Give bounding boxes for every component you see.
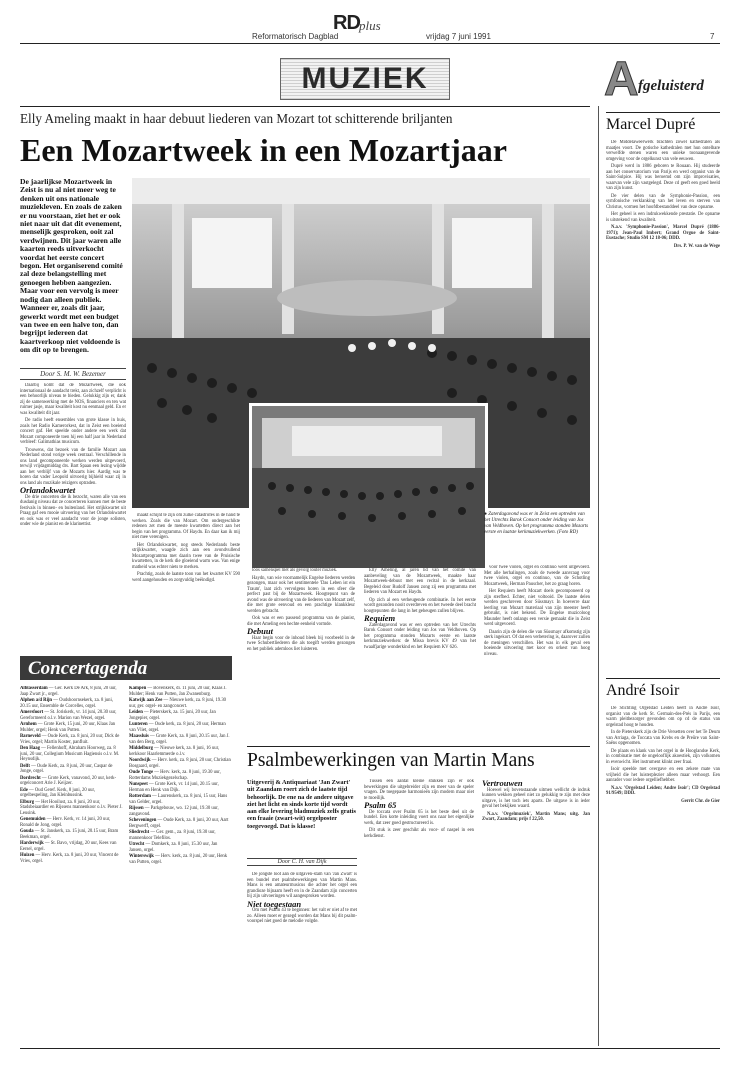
paragraph: Elly Ameling, al jaren lid van het comité van aanbeveling van de Mozartweek, maakte haar Mozartweek-debuut met een recital in de kerkzaal. Begeleid door Rudolf Jansen zong zij een programma met liederen van Mozart en Haydn.	[364, 568, 476, 595]
dupre-headline: Marcel Dupré	[606, 116, 696, 133]
dupre-review	[606, 140, 720, 660]
agenda-details: Nieuwe kerk, za. 8 juni, 16 uur, kerkkoor Haarlemmerde o.l.v.	[129, 746, 220, 757]
agenda-place: Scheveningen	[129, 818, 157, 823]
paragraph: De toccata over Psalm 65 is het beste deel uit de bundel. Een korte inleiding voert ons naar het eigenlijke werk, dat zeer goed gestructureerd is.	[364, 809, 474, 826]
agenda-entry: Rotterdam — Laurenskerk, za. 8 juni, 15 uur, Hans van Gelder, orgel.	[129, 794, 228, 805]
agenda-entry: Den Haag — Fellenhoff, Abraham Hoorweg, za. 8 juni, 20 uur, Collegium Musicum Hagiensis o.l.v. M. Heynsdijk.	[20, 746, 120, 762]
agenda-details: Herv. Kerk, vr. 14 juni, 20 uur, Ronald de Jong, orgel.	[20, 817, 111, 828]
psalm-column-2	[364, 779, 474, 1044]
agenda-entry: Gouda — St. Janskerk, za. 15 juni, 20.15 uur, Bram Beekman, orgel.	[20, 829, 119, 840]
isoir-top-rule	[606, 678, 720, 679]
dupre-credit: N.a.v. 'Symphonie-Passion', Marcel Dupré (1886-1971); Jean-Paul Imbert; Grand Orgue de Saint-Eustache; Studio SM 12 18-06; DDD.	[606, 225, 720, 241]
agenda-details: Oud Geref. Kerk, 8 juni, 20 uur, orgelbespeling, Jan Kleinbussink.	[20, 787, 96, 798]
paragraph: Het Requiem heeft Mozart doels gecomponeerd op zijn sterfbed. Echter, niet voltooid. De laatste delen werden geschreven door Süssmayr. In hoeverre daar leerling van Mozart materiaal van zijn meester heeft gebruikt, is niet bekend. De Engelse muzicoloog Maunder heeft onlangs een versie gemaakt die in Zeist werd uitgevoerd.	[484, 589, 590, 627]
agenda-entry: Maassluis — Grote Kerk, za. 8 juni, 20.15 uur, Jan J. van den Berg, orgel.	[129, 734, 230, 745]
masthead	[20, 12, 720, 44]
concertagenda-header	[20, 656, 232, 680]
afgeluisterd-logo	[600, 53, 720, 106]
agenda-details: Het Hooilust, za. 8 juni, 20 uur, Stadsbeiaardier en Rijssens mannenkoor o.l.v. Pieter J. Leusink.	[20, 799, 123, 816]
agenda-entry: Lunteren — Oude kerk, za. 8 juni, 20 uur, Herman van Vliet, orgel.	[129, 722, 226, 733]
agenda-entry: Noordwijk — Herv. kerk, za. 8 juni, 20 uur, Christian Bosgaard, orgel.	[129, 758, 231, 769]
psalm-column-3	[482, 779, 590, 1044]
agenda-place: Noordwijk	[129, 758, 151, 763]
dupre-byline: Drs. P. W. van de Wege	[673, 243, 720, 249]
agenda-place: Dordrecht	[20, 775, 41, 781]
concertagenda-title: Concertagenda	[28, 658, 148, 679]
photo-caption-text: Zaterdagavond was er in Zeist een optreden van het Utrechts Barok Consort onder leiding van Jos van Veldhoven. Op het programma stonden Mozarts eerste en laatste kerkmuziekwerken.	[484, 512, 589, 535]
paragraph: Trouwens, dat bezoek van de familie Mozart aan Nederland stond vorige week centraal. Verschillende in ons land gecomponeerde werken werden uitgevoerd, terwijl vrijdagmiddag drs. Bart Spaan een lezing wijdde aan het verblijf van de Mozarts hier. Aardig was te horen dat vader Leopold uitvoerig bijhield waar zij in ons land als muzikale reizigers optraden.	[20, 447, 126, 486]
agenda-entry: Amersfoort — St. Joriskerk, vr. 14 juni, 20.30 uur, Gereformeerd o.l.v. Marion van Wezel, orgel.	[20, 710, 117, 721]
agenda-place: Utrecht	[129, 842, 145, 847]
agenda-details: Herv. Kerk, za. 8 juni, 20 uur, Vincent de Vries, orgel.	[20, 853, 119, 864]
agenda-entry: Nunspeet — Grote Kerk, vr. 14 juni, 20.15 uur, Herman en Henk van Dijk.	[129, 782, 219, 793]
agenda-place: Lunteren	[129, 722, 148, 727]
paragraph: De plaats en klank van het orgel in de Hooglandse Kerk, in combinatie met de ongelooflijk akoestiek, zijn volkomen in evenwicht. Het instrument klinkt zeer fraai.	[606, 748, 720, 765]
article-column-1	[20, 383, 126, 653]
article-kicker: Elly Ameling maakt in haar debuut liederen van Mozart tot schitterende briljanten	[20, 111, 453, 126]
agenda-place: Maassluis	[129, 734, 149, 739]
agenda-details: Laurenskerk, za. 8 juni, 15 uur, Hans van Gelder, orgel.	[129, 794, 228, 805]
agenda-entry: Arnhem — Grote Kerk, 15 juni, 20 uur, Klaas Jan Mulder, orgel; Henk van Putten.	[20, 722, 116, 733]
dupre-top-rule	[606, 112, 720, 113]
paragraph: De jongste loot aan de uitgaven-stam van 'Jan Zwart' is een bundel met psalmbewerkingen van Martin Mans. Mans is een amateurmusicus die achter het orgel een grandioze bijnaam heeft en in de Zaandam zijn concerten bij zijn uitvoeringen wil aangesproken worden.	[247, 872, 357, 899]
rd-logo-letters: RD	[333, 12, 360, 34]
page-number: 7	[710, 32, 715, 41]
concertagenda-list	[20, 686, 232, 1046]
afgeluisterd-label: fgeluisterd	[638, 78, 704, 94]
agenda-place: Rotterdam	[129, 794, 151, 799]
subheading: Debuut	[247, 626, 273, 636]
rd-logo	[333, 12, 393, 36]
photo-caption	[484, 512, 590, 536]
concertagenda-entries	[20, 686, 232, 866]
agenda-place: Rijssen	[129, 806, 144, 811]
agenda-details: Ger. Kerk De Ark, 8 juni, 20 uur, Jaap Zwart jr., orgel.	[20, 686, 117, 697]
paper-name: Reformatorisch Dagblad	[252, 32, 339, 41]
agenda-details: Pieterskerk, za. 15 juni, 20 uur, Jan Jongepier, orgel.	[129, 710, 216, 721]
paragraph: Haar begin voor de inhoud bleek bij voorbeeld in de twee Schubertliederen die als toegift werden gezongen en het publiek ademloos liet luisteren.	[247, 635, 355, 652]
agenda-details: Oude Kerk, za. 8 juni, 20 uur, Caspar de Jonge, orgel.	[20, 763, 113, 774]
paragraph: Haydn, van wie voornamelijk Engelse liederen werden gezongen, maar ook het sentimentele 'Das Leben ist ein Traum', laat zich vervolgens horen in een sfeer die perfect past bij de Mozartweek. Hoogtepunt van de avond was de uitvoering van de liederen van Mozart zelf, die met grote eenvoud en een prachtige klankkleur werden gebracht.	[247, 575, 355, 614]
paragraph: Prachtig, zoals de laatste toon van het kwartet KV 590 werd aangehouden en zorgvuldig beëindigd.	[132, 572, 240, 583]
agenda-details: Herv. kerk, za. 8 juni, 20 uur, Christian Bosgaard, orgel.	[129, 758, 231, 769]
paragraph: De radio heeft ensembles van grote klasse in huis, zoals het Radio Kamerorkest, dat in Zeist een boeiend concert gaf. Het speelde onder andere een werk dat Mozart componeerde toen hij een half jaar in Nederland verbleef: Galimathias musicum.	[20, 418, 126, 445]
agenda-details: Domkerk, za. 8 juni, 15.30 uur, Jan Jansen, orgel.	[129, 842, 218, 853]
isoir-credit: N.a.v. 'Orgelstad Leiden; Andre Isoir'; CD Orgelstad 91/9549; DDD.	[606, 785, 720, 796]
paragraph: De Middelaweerwerk brachten zowel kathedralen als maatjes voort. De gotische kathedralen met hun ontelbare verwelfde stenen waren een unieke toonaangevende omgeving voor de orgelkunst van vele eeuwen.	[606, 140, 720, 162]
agenda-entry: Huizen — Herv. Kerk, za. 8 juni, 20 uur, Vincent de Vries, orgel.	[20, 853, 119, 864]
agenda-place: Amersfoort	[20, 710, 44, 715]
agenda-place: Elburg	[20, 799, 35, 805]
agenda-entry: Utrecht — Domkerk, za. 8 juni, 15.30 uur, Jan Jansen, orgel.	[129, 842, 218, 853]
isoir-review	[606, 706, 720, 1046]
agenda-place: Alblasserdam	[20, 686, 48, 691]
section-title: MUZIEK	[301, 62, 429, 95]
paragraph: In de Pieterskerk zijn de Drie Versetten over het Te Deum van Arriaga, de Toccata van Krebs en de Preûre van Saint-Saëns opgenomen.	[606, 730, 720, 746]
paragraph: Zaterdagavond was er een optreden van het Utrechts Barok Consort onder leiding van Jos van Veldhoven. Op het programma stonden Mozarts eerste en laatste kerkmuziekwerken: de Missa brevis KV 49 van het twaalfjarige wonderkind en het Requiem KV 626.	[364, 622, 476, 650]
agenda-place: Harderwijk	[20, 841, 44, 846]
subheading: Requiem	[364, 613, 396, 623]
agenda-place: Huizen	[20, 853, 35, 858]
paragraph: Op zich al een verheugende combinatie. In het eerste wordt gezonden nooit overdreven en het tweede deel bracht hoogtepunten die lang in het geheugen zullen blijven.	[364, 597, 476, 614]
paragraph: Het Orlandokwartet, nog steeds Nederlands beste strijkkwartet, waagde zich aan een avondvullend Mozartprogramma met daarin twee van de Pruisische kwartetten, in de kerk die gloeiend warm was. Van enige matheid was echter niets te merken.	[132, 542, 240, 570]
article-byline: Door S. M. W. Bezemer	[20, 368, 126, 380]
agenda-details: Fellenhoff, Abraham Hoorweg, za. 8 juni, 20 uur, Collegium Musicum Hagiensis o.l.v. M. Heynsdijk.	[20, 746, 120, 762]
paragraph: voor twee violen, orgel en continuo werd uitgevoerd. Met alle herhalingen, zoals de tweede aanvraag voor twee violen, orgel en continuo, van de Schotling Mozartweek, Herman Pauscher, het zo graag horen.	[484, 565, 590, 587]
agenda-details: Oude Kerk, za. 8 juni, 20 uur, Aart Bergwerff, orgel.	[129, 818, 229, 829]
agenda-entry: Alphen a/d Rijn — Oudshoornsekerk, za. 8 juni, 20.15 uur, Ensemble de Corcelles, orgel.	[20, 698, 113, 709]
issue-date: vrijdag 7 juni 1991	[426, 32, 491, 41]
agenda-details: St. Bavo, vrijdag, 20 uur, Kees van Eersel, orgel.	[20, 841, 117, 852]
agenda-place: Barneveld	[20, 734, 41, 739]
agenda-details: Ger. gem., za. 8 juni, 19.30 uur, mannenkoor Telefilos.	[129, 830, 216, 841]
section-banner	[280, 58, 450, 100]
article-column-2	[132, 513, 240, 653]
caption-bullet-icon: ●	[484, 512, 489, 517]
psalm-byline: Door C. H. van Dijk	[247, 858, 357, 866]
article-column-4	[364, 568, 476, 653]
agenda-place: Genemuiden	[20, 817, 46, 822]
agenda-entry: Kampen — Bovenkerk, di. 11 juni, 20 uur, Klaas J. Mulder; Henk van Putten, Jan Zwanenburg.	[129, 686, 227, 697]
agenda-entry: Rijssen — Parkgebouw, wo. 12 juni, 19.30 uur, zangavond.	[129, 806, 219, 817]
agenda-place: Alphen a/d Rijn	[20, 698, 53, 703]
article-column-3	[247, 568, 355, 653]
paragraph: Het geheel is een indrukwekkende prestatie. De opname is uitstekend van kwaliteit.	[606, 212, 720, 223]
paragraph: Isoir speelde met overgave en een zekere mate van vrijheid die het luisterplezier alleen maar verhoogt. Een aanrader voor iedere orgelliefhebber.	[606, 767, 720, 783]
agenda-details: Oude kerk, za. 8 juni, 20 uur, Herman van Vliet, orgel.	[129, 722, 226, 733]
agenda-details: Herv. kerk, za. 8 juni, 19.30 uur, Rotterdams Muziekgezelschap.	[129, 770, 221, 781]
agenda-entry: Katwijk aan Zee — Nieuwe kerk, za. 8 juni, 19.30 uur, ger. orgel- en zangconcert.	[129, 698, 227, 709]
isoir-headline: André Isoir	[606, 682, 680, 699]
article-lead: De jaarlijkse Mozartweek in Zeist is nu al niet meer weg te denken uit ons nationale muziekleven. En zoals de zaken er nu voorstaan, ziet het er ook niet naar uit dat dit evenement, menselijk gesproken, ooit zal verdwijnen. Dit jaar waren alle kaarten reeds uitverkocht voordat het eerste concert begon. Het organiserend comité zal deze belangstelling met genoegen hebben aangezien. Maar voor een vervolg is meer nodig dan alleen publiek. Wanneer er, zoals dit jaar, gewerkt wordt met een budget van twee en een halve ton, dan begrijpt iedereen dat kaartverkoop niet voldoende is om dit op te brengen.	[20, 177, 123, 355]
agenda-details: Grote Kerk, 15 juni, 20 uur, Klaas Jan Mulder, orgel; Henk van Putten.	[20, 722, 116, 733]
agenda-entry: Leiden — Pieterskerk, za. 15 juni, 20 uur, Jan Jongepier, orgel.	[129, 710, 216, 721]
subheading: Psalm 65	[364, 800, 397, 810]
inset-photo	[249, 403, 488, 571]
paragraph: N.a.v. 'Orgelmuziek', Martin Mans; uitg. Jan Zwart, Zaandam; prijs f 22,50.	[482, 811, 590, 822]
page-bottom-rule	[20, 1048, 720, 1049]
agenda-entry: Delft — Oude Kerk, za. 8 juni, 20 uur, Caspar de Jonge, orgel.	[20, 763, 113, 774]
subheading: Vertrouwen	[482, 779, 523, 788]
agenda-place: Sliedrecht	[129, 830, 150, 835]
agenda-place: Winterswijk	[129, 854, 154, 859]
agenda-place: Den Haag	[20, 746, 40, 751]
paragraph: De drie concerten die ik bezocht, waren alle van een dusdanig niveau dat ze concerteren kunnen met de beste festivals in binnen- en buitenland. Het strijkkwartet uit Praag gaf een mooie uitvoering van het Orlandokwartet en ook was er veel aandacht voor de jonge solisten, onder wie de pianist en de klarinettist.	[20, 494, 126, 527]
agenda-entry: Winterswijk — Herv. kerk, za. 8 juni, 20 uur, Henk van Putten, orgel.	[129, 854, 228, 865]
psalm-headline: Psalmbewerkingen van Martin Mans	[247, 750, 535, 771]
rd-logo-plus: plus	[359, 18, 381, 33]
agenda-place: Gouda	[20, 829, 34, 834]
agenda-entry: Oude Tonge — Herv. kerk, za. 8 juni, 19.30 uur, Rotterdams Muziekgezelschap.	[129, 770, 221, 781]
paragraph: Dupré werd in 1886 geboren te Rouaan. Hij studeerde aan het conservatorium van Parijs en werd organist van de Saint-Sulpice. Hij was beroemd om zijn improvisaties, waarvan vele zijn vastgelegd. Deze cd geeft een goed beeld van zijn kunst.	[606, 164, 720, 191]
paragraph: loos samenspel met als gevolg louter muziek.	[252, 568, 338, 573]
paragraph: Hoewel wij bovenstaande uitmen wellicht de indruk kunnen wekken geheel niet zo gelukkig te zijn met deze uitgave, is het toch iets aparts. De uitgave is in ieder geval het bekijken waard.	[482, 787, 590, 809]
agenda-entry: Sliedrecht — Ger. gem., za. 8 juni, 19.30 uur, mannenkoor Telefilos.	[129, 830, 216, 841]
agenda-place: Delft	[20, 763, 30, 769]
agenda-details: Bovenkerk, di. 11 juni, 20 uur, Klaas J. Mulder; Henk van Putten, Jan Zwanenburg.	[129, 686, 227, 697]
psalm-lead: Uitgeverij & Antiquariaat 'Jan Zwart' uit Zaandam roert zich de laatste tijd behoorlijk. De ene na de andere uitgave ziet het licht en sinds korte tijd wordt aan elke levering bladmuziek zelfs gratis een fraaie (zwart-wit) orgelposter toegevoegd. Dat is klasse!	[247, 779, 356, 830]
agenda-place: Ede	[20, 787, 28, 793]
paragraph: Dit stuk is zeer geschikt als voor- of naspel in een kerkdienst.	[364, 828, 474, 839]
paragraph: De Stichting Orgelstad Leiden heeft in André Isoir, organist van de kerk St. Germain-des-Prés in Parijs, een warm pleitbezorger gevonden om op cd de status van orgelstad hoog te houden.	[606, 706, 720, 728]
article-top-rule	[20, 106, 590, 107]
agenda-entry: Dordrecht — Grote Kerk, vanavond, 20 uur, kerk-orgelconcert Arie J. Keijzer.	[20, 775, 117, 786]
agenda-place: Kampen	[129, 686, 147, 691]
masthead-rule	[20, 43, 720, 44]
agenda-entry: Alblasserdam — Ger. Kerk De Ark, 8 juni, 20 uur, Jaap Zwart jr., orgel.	[20, 686, 117, 697]
isoir-byline: Gerrit Chr. de Gier	[681, 798, 720, 804]
article-column-5	[484, 565, 590, 745]
paragraph: Ook was er een passend programma van de pianist, die met Ameling een hechte eenheid vormde.	[247, 616, 355, 627]
agenda-place: Katwijk aan Zee	[129, 698, 163, 703]
agenda-details: Parkgebouw, wo. 12 juni, 19.30 uur, zangavond.	[129, 806, 219, 817]
agenda-details: Oude Kerk, za. 8 juni, 20 uur, Dick de Vries, orgel; Martin Koster, panfluit.	[20, 734, 120, 745]
agenda-details: Nieuwe kerk, za. 8 juni, 19.30 uur, ger. orgel- en zangconcert.	[129, 698, 227, 709]
agenda-details: Grote Kerk, za. 8 juni, 20.15 uur, Jan J. van den Berg, orgel.	[129, 734, 230, 745]
agenda-entry: Barneveld — Oude Kerk, za. 8 juni, 20 uur, Dick de Vries, orgel; Martin Koster, panfluit.	[20, 734, 120, 745]
agenda-entry: Genemuiden — Herv. Kerk, vr. 14 juni, 20 uur, Ronald de Jong, orgel.	[20, 817, 111, 828]
agenda-entry: Ede — Oud Geref. Kerk, 8 juni, 20 uur, orgelbespeling, Jan Kleinbussink.	[20, 787, 96, 798]
sidebar-divider	[598, 106, 599, 1046]
agenda-place: Leiden	[129, 710, 143, 715]
agenda-details: Grote Kerk, vanavond, 20 uur, kerk-orgelconcert Arie J. Keijzer.	[20, 775, 117, 786]
paragraph: Daarin zijn de delen die van Süssmayr afkomstig zijn sterk ingekort. Of dat een verbetering is, daarover zullen de meningen verschillen. Het was in elk geval een boeiende uitvoering met koor en orkest van hoog niveau.	[484, 629, 590, 657]
agenda-entry: Harderwijk — St. Bavo, vrijdag, 20 uur, Kees van Eersel, orgel.	[20, 841, 117, 852]
agenda-entry: Middelburg — Nieuwe kerk, za. 8 juni, 16 uur, kerkkoor Haarlemmerde o.l.v.	[129, 746, 220, 757]
paragraph: De vier delen van de Symphonie-Passion, een symfonische verklanking van het leven en sterven van Christus, vormen het hoofdbestanddeel van deze opname.	[606, 193, 720, 210]
paragraph: Daarbij komt dat de Mozartweek, die ook internationaal de aandacht trekt, aan zichzelf verplicht is een behoorlijk niveau te bieden. Gelukkig zijn er, dank zij de samenwerking met de NOS, financiers en ten wat ruimer jasje, maar kwaliteit kost nu eenmaal geld. En er was kwaliteit dit jaar.	[20, 383, 126, 416]
agenda-place: Middelburg	[129, 746, 153, 751]
subheading: Niet toegestaan	[247, 898, 302, 909]
agenda-place: Oude Tonge	[129, 770, 154, 775]
agenda-details: Herv. kerk, za. 8 juni, 20 uur, Henk van Putten, orgel.	[129, 854, 228, 865]
paragraph: Tussen een aantal kleine stukken zijn er ook bewerkingen die uitgebreider zijn en meer van de speler vragen. De toegepaste harmonieën zijn modern maar niet te moeilijk.	[364, 779, 474, 801]
paragraph: maakt schijnt te zijn om zulke catastrofes in de hand te werken. Zoals die van Mozart. Om ondergeschikte redenen zet men de meeste kwartetten direct aan het begin van het programma. Of Haydn. En daar kan ik mij niet mee verenigen.	[132, 513, 240, 540]
subheading: Orlandokwartet	[20, 485, 76, 495]
afgeluisterd-letter: A	[604, 53, 639, 106]
agenda-details: St. Joriskerk, vr. 14 juni, 20.30 uur, Gereformeerd o.l.v. Marion van Wezel, orgel.	[20, 710, 117, 721]
agenda-place: Arnhem	[20, 722, 37, 727]
article-headline: Een Mozartweek in een Mozartjaar	[20, 132, 507, 168]
photo-credit: (Foto RD)	[557, 530, 578, 535]
paragraph: Om met Psalm 43 te beginnen: het valt er niet af te met zo. Alleen moet er gezegd worden dat Mans bij dit psalm-voorspel niet goed de melodie volgde.	[247, 908, 357, 924]
agenda-details: St. Janskerk, za. 15 juni, 20.15 uur, Bram Beekman, orgel.	[20, 829, 119, 840]
agenda-details: Oudshoornsekerk, za. 8 juni, 20.15 uur, Ensemble de Corcelles, orgel.	[20, 698, 113, 709]
psalm-column-1	[247, 872, 357, 1044]
agenda-entry: Scheveningen — Oude Kerk, za. 8 juni, 20 uur, Aart Bergwerff, orgel.	[129, 818, 229, 829]
agenda-entry: Elburg — Het Hooilust, za. 8 juni, 20 uur, Stadsbeiaardier en Rijssens mannenkoor o.l.v. Pieter J. Leusink.	[20, 799, 123, 816]
agenda-place: Nunspeet	[129, 782, 148, 787]
inset-photo-art	[252, 406, 485, 568]
agenda-details: Grote Kerk, vr. 14 juni, 20.15 uur, Herman en Henk van Dijk.	[129, 782, 219, 793]
psalm-top-rule	[247, 746, 590, 747]
